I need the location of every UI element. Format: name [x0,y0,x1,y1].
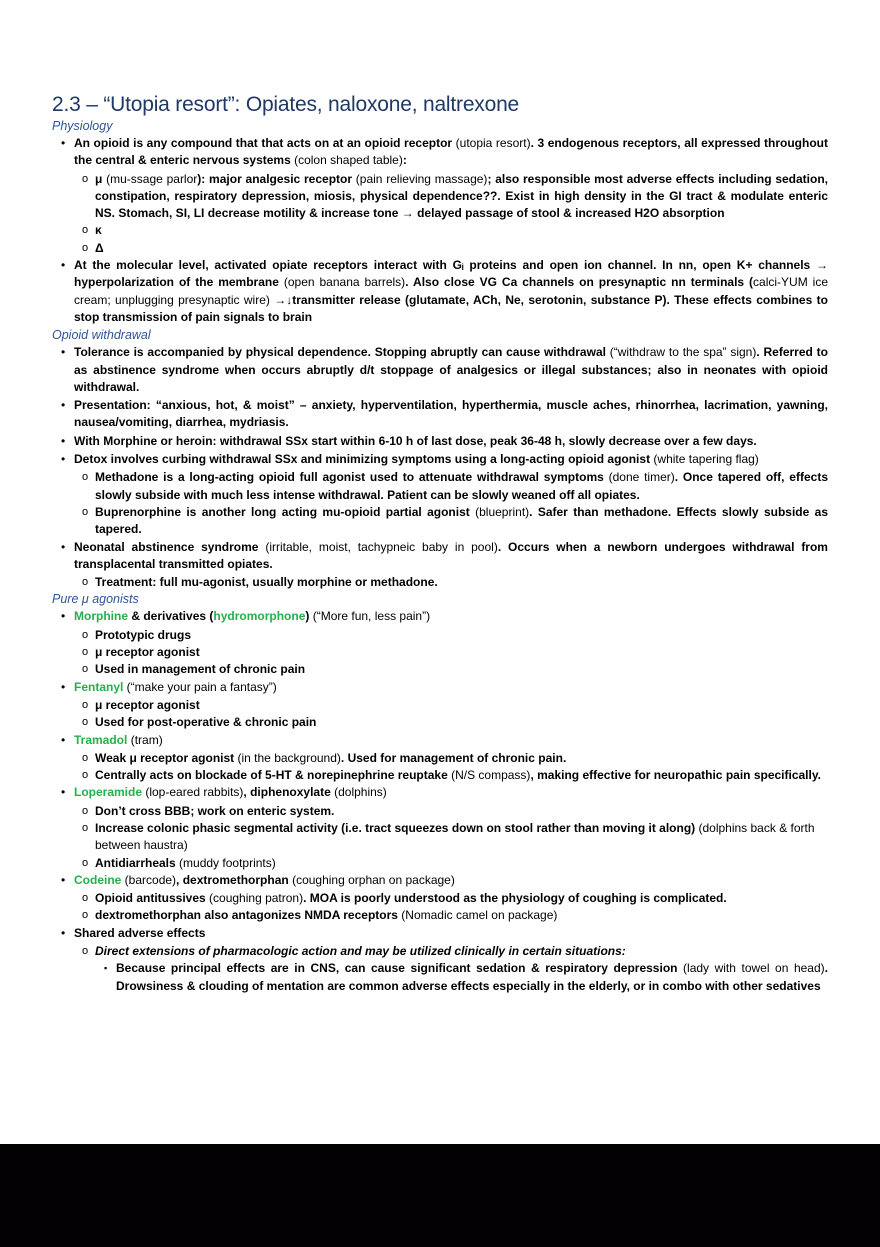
list-item: o Treatment: full mu-agonist, usually morphine or methadone. [52,574,828,591]
list-item: o Buprenorphine is another long acting mu-opioid partial agonist (blueprint). Safer than methadone. Effects slowly subside as tapered. [82,504,828,537]
list-item: o Methadone is a long-acting opioid full agonist used to attenuate withdrawal symptoms (done timer). Once tapered off, effects slowly subside with much less intense withdrawal. Patient can be slowly weaned off all opiates. [82,470,828,502]
circle-bullet-icon: o [82,471,89,484]
list-item: o Antidiarrheals (muddy footprints) [52,855,828,872]
list-item: o Don’t cross BBB; work on enteric system. [52,803,828,820]
drug-name: Morphine [74,609,128,624]
list-item: • At the molecular level, activated opiate receptors interact with Gᵢ proteins and open ion channel. In nn, open K+ channels → hyperpolarization of the membrane (open banana barrels). Also close VG Ca channels on presynaptic nn terminals (calci-YUM ice cream; unplugging presynaptic wire) →↓transmitter release (glutamate, ACh, Ne, serotonin, substance P). These effects combines to stop transmission of pain signals to brain [61,258,828,324]
bullet-icon: • [61,136,66,150]
bullet-icon: • [61,732,66,747]
bullet-icon: • [61,258,66,273]
bottom-black-bar [0,1144,880,1247]
list-item: o Increase colonic phasic segmental activity (i.e. tract squeezes down on stool rather than moving it along) (dolphins back & forth between haustra) [82,820,815,853]
square-bullet-icon: ▪ [104,963,108,974]
circle-bullet-icon: o [82,172,89,185]
list-item: o Δ [52,240,828,257]
drug-name: Tramadol [74,732,128,747]
list-item: o Opioid antitussives (coughing patron). MOA is poorly understood as the physiology of coughing is complicated. [52,890,828,907]
bullet-icon: • [61,925,66,940]
circle-bullet-icon: o [82,945,89,958]
drug-name: Codeine [74,872,122,887]
circle-bullet-icon: o [82,646,89,659]
list-item-tramadol: • Tramadol (tram) [52,732,828,749]
list-item: o Weak μ receptor agonist (in the background). Used for management of chronic pain. [52,750,828,767]
circle-bullet-icon: o [82,698,89,711]
bullet-icon: • [61,609,66,624]
bullet-icon: • [61,452,66,467]
list-item: • An opioid is any compound that that acts on at an opioid receptor (utopia resort). 3 endogenous receptors, all expressed throughout the central & enteric nervous systems (colon shaped table): [61,136,828,168]
list-item: o Centrally acts on blockade of 5-HT & norepinephrine reuptake (N/S compass), making effective for neuropathic pain specifically. [52,767,828,784]
circle-bullet-icon: o [82,224,89,237]
circle-bullet-icon: o [82,856,89,869]
bullet-icon: • [61,679,66,694]
list-item: o μ (mu-ssage parlor): major analgesic receptor (pain relieving massage); also responsible most adverse effects including sedation, constipation, respiratory depression, miosis, physical dependence??. Exist in high density in the GI tract & modulate enteric NS. Stomach, SI, LI decrease motility & increase tone → delayed passage of stool & increased H2O absorption [82,171,829,221]
list-item: • Presentation: “anxious, hot, & moist” – anxiety, hyperventilation, hyperthermia, muscle aches, rhinorrhea, lacrimation, yawning, nausea/vomiting, diarrhea, mydriasis. [61,398,828,430]
list-item: o Direct extensions of pharmacologic action and may be utilized clinically in certain situations: [52,943,828,960]
list-item: • Neonatal abstinence syndrome (irritable, moist, tachypneic baby in pool). Occurs when a newborn undergoes withdrawal from transplacental transmitted opiates. [61,539,828,571]
circle-bullet-icon: o [82,716,89,729]
drug-name: hydromorphone [213,609,306,624]
list-item-loperamide: • Loperamide (lop-eared rabbits), diphenoxylate (dolphins) [52,784,828,801]
agonists-list [52,608,828,995]
section-heading-physiology: Physiology [52,119,113,133]
list-item: o Prototypic drugs [52,627,828,644]
list-item-morphine: • Morphine & derivatives (hydromorphone) (“More fun, less pain”) [52,608,828,625]
bullet-icon: • [61,398,66,413]
circle-bullet-icon: o [82,628,89,641]
page-title: 2.3 – “Utopia resort”: Opiates, naloxone, naltrexone [52,93,520,116]
list-item: o μ receptor agonist [52,644,828,661]
bullet-icon: • [61,433,66,448]
list-item-codeine: • Codeine (barcode), dextromethorphan (coughing orphan on package) [52,872,828,889]
section-heading-withdrawal: Opioid withdrawal [52,328,151,343]
list-item: • Detox involves curbing withdrawal SSx and minimizing symptoms using a long-acting opioid agonist (white tapering flag) [52,451,828,468]
circle-bullet-icon: o [82,663,89,676]
section-heading-agonists: Pure μ agonists [52,592,139,607]
list-item: o Used for post-operative & chronic pain [52,714,828,731]
drug-name: Fentanyl [74,679,124,694]
drug-name: Loperamide [74,785,143,800]
circle-bullet-icon: o [82,769,89,782]
circle-bullet-icon: o [82,821,89,834]
list-item: • With Morphine or heroin: withdrawal SSx start within 6-10 h of last dose, peak 36-48 h, slowly decrease over a few days. [52,433,828,450]
list-item-shared-adverse-effects: • Shared adverse effects [52,925,828,942]
list-item: o dextromethorphan also antagonizes NMDA receptors (Nomadic camel on package) [52,907,828,924]
circle-bullet-icon: o [82,751,89,764]
document-content [52,92,828,995]
circle-bullet-icon: o [82,576,89,589]
list-item-fentanyl: • Fentanyl (“make your pain a fantasy”) [52,679,828,696]
bullet-icon: • [61,345,66,360]
circle-bullet-icon: o [82,804,89,817]
circle-bullet-icon: o [82,909,89,922]
bullet-icon: • [61,785,66,800]
list-item: o Used in management of chronic pain [52,661,828,678]
circle-bullet-icon: o [82,892,89,905]
list-item: o κ [52,222,828,239]
list-item: o μ receptor agonist [52,697,828,714]
bullet-icon: • [61,872,66,887]
bullet-icon: • [61,539,66,554]
list-item: ▪ Because principal effects are in CNS, can cause significant sedation & respiratory depression (lady with towel on head). Drowsiness & clouding of mentation are common adverse effects especially in the elderly, or in combo with other sedatives [104,961,828,993]
list-item: • Tolerance is accompanied by physical dependence. Stopping abruptly can cause withdrawal (“withdraw to the spa” sign). Referred to as abstinence syndrome when occurs abruptly d/t stoppage of analgesics or illegal substances; also in neonates with opioid withdrawal. [61,345,828,394]
circle-bullet-icon: o [82,505,89,518]
withdrawal-list [52,344,828,591]
circle-bullet-icon: o [82,241,89,254]
physiology-list [52,135,828,326]
